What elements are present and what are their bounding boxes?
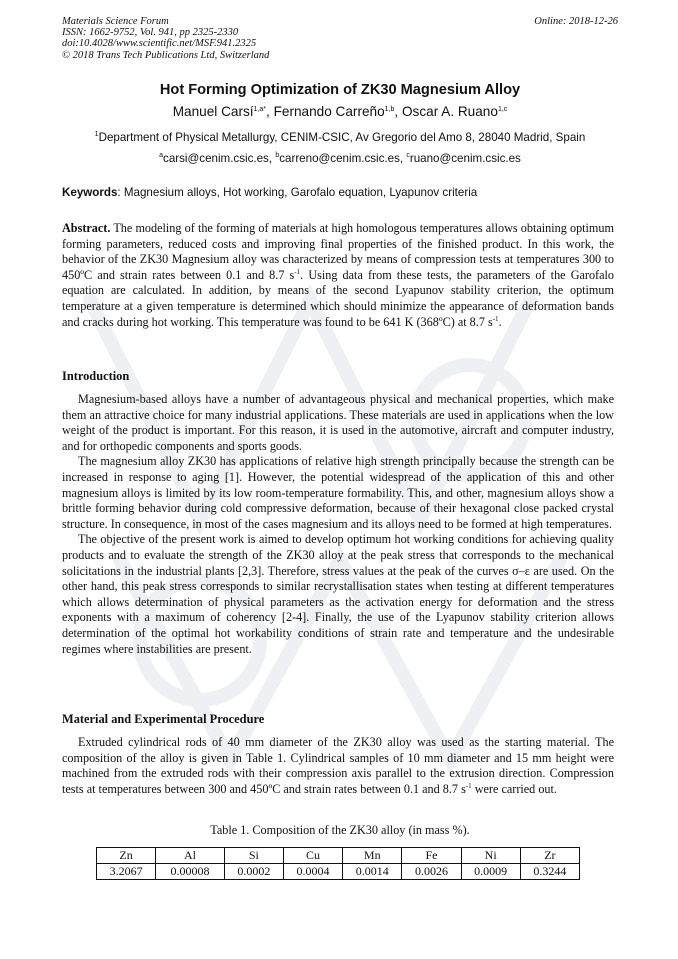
paragraph: The objective of the present work is aimed to develop optimum hot working conditions for achieving quality products and to evaluate the strength of the ZK30 alloy at the peak stress that corresponds to the mechanical solicitations in the industrial plants [2,3]. Therefore, stress values at the peak of the curves σ–ε are used. On the other hand, this peak stress corresponds to similar recrystallisation states when testing at different temperatures which allows determination of physical parameters as the activation energy for deformation and the stress exponents with a maximum of coherency [2-4]. Finally, the use of the Lyapunov stability criterion allows determination of the optimal hot workability conditions of strain rate and temperature and the undesirable regimes where instabilities are present. (62, 532, 614, 656)
journal-issn: ISSN: 1662-9752, Vol. 941, pp 2325-2330 (62, 27, 239, 39)
email-sup: c (406, 152, 410, 159)
abstract: Abstract. The modeling of the forming of materials at high homologous temperatures allows obtaining optimum forming parameters, reduced costs and improving final properties of the finished product. In this work, the behavior of the ZK30 Magnesium alloy was characterized by means of compression tests at temperatures 300 to 450ºC and strain rates between 0.1 and 8.7 $s^{-1}$. Using data from these tests, the parameters of the Garofalo equation are calculated. In addition, by means of the second Lyapunov stability criterion, the optimum temperature at a given temperature is determined which should minimize the appearance of deformation bands and cracks during hot working. This temperature was found to be 641 K (368ºC) at 8.7 $s^{-1}$. (62, 221, 615, 329)
author-sup: 1,a* (253, 106, 267, 113)
online-date: Online: 2018-12-26 (534, 16, 618, 27)
table-cell: 0.3244 (520, 864, 579, 880)
table-header-cell: Fe (402, 848, 461, 864)
journal-copyright: © 2018 Trans Tech Publications Ltd, Switzerland (62, 49, 270, 61)
table-header-cell: Ni (461, 848, 520, 864)
author-name: Fernando Carreño (273, 104, 385, 119)
abstract-text: The modeling of the forming of materials at high homologous temperatures allows obtaining optimum forming parameters, reduced costs and improving final properties of the finished product. In this work, the behavior of the ZK30 Magnesium alloy was characterized by means of compression tests at temperatures 300 to 450ºC and strain rates between 0.1 and 8.7 s (62, 221, 614, 282)
paper-title: Hot Forming Optimization of ZK30 Magnesium Alloy (159, 82, 521, 98)
email-list: $^a$carsi@cenim.csic.es, $^b$carreno@cenim.csic.es, $^c$ruano@cenim.csic.es (159, 152, 521, 165)
author-name: Manuel Carsí (172, 104, 254, 119)
table-header-cell: Mn (343, 848, 402, 864)
keywords (62, 186, 618, 199)
table-cell: 0.0026 (402, 864, 461, 880)
author-sup: 1,b (384, 106, 395, 113)
email-sup: b (275, 152, 280, 159)
affiliation-sup: 1 (94, 131, 99, 138)
table-header-cell: Zn (97, 848, 156, 864)
author-sup: 1,c (497, 106, 508, 113)
abstract-label: Abstract. (62, 221, 111, 235)
paragraph: Magnesium-based alloys have a number of advantageous physical and mechanical properties, which make them an attractive choice for many industrial applications. These materials are used in applications when the low weight of the product is important. For this reason, it is used in the automotive, aircraft and computer industry, and for orthopedic components and sports goods. (62, 392, 614, 453)
journal-name: Materials Science Forum (62, 16, 169, 27)
affiliation (62, 131, 618, 144)
keywords-label: Keywords (62, 186, 118, 199)
keywords-text: : Magnesium alloys, Hot working, Garofalo equation, Lyapunov criteria (117, 186, 478, 199)
author-name: Oscar A. Ruano (401, 104, 498, 119)
table-header-cell: Al (156, 848, 225, 864)
table-row (97, 864, 580, 880)
materials-body (62, 735, 614, 797)
introduction-heading: Introduction (62, 369, 130, 383)
table-header-cell: Cu (283, 848, 342, 864)
composition-table (96, 847, 580, 880)
email-link[interactable]: carsi@cenim.csic.es (163, 152, 269, 165)
materials-heading: Material and Experimental Procedure (62, 712, 265, 726)
table-caption: Table 1. Composition of the ZK30 alloy (in mass %). (210, 823, 470, 837)
journal-doi: doi:10.4028/www.scientific.net/MSF.941.2325 (62, 38, 257, 50)
email-link[interactable]: carreno@cenim.csic.es (279, 152, 400, 165)
paragraph: The magnesium alloy ZK30 has applications of relative high strength principally because the strength can be increased in response to aging [1]. However, the potential widespread of the application of this and other magnesium alloys is limited by its low room-temperature formability. This, and other, magnesium alloys show a brittle forming behavior during cold compressive deformation, because of their hexagonal close packed crystal structure. In consequence, in most of the cases magnesium and its alloys need to be formed at high temperatures. (62, 454, 614, 531)
table-cell: 0.00008 (156, 864, 225, 880)
paragraph: Extruded cylindrical rods of 40 mm diameter of the ZK30 alloy was used as the starting material. The composition of the alloy is given in Table 1. Cylindrical samples of 10 mm diameter and 15 mm height were machined from the extruded rods with their compression axis parallel to the extrusion direction. Compression tests at temperatures between 300 and 450ºC and strain rates between 0.1 and 8.7 $s^{-1}$ were carried out. (62, 735, 614, 796)
table-header-row (97, 848, 580, 864)
author-list: Manuel Carsí$^{1,a*}$, Fernando Carreño$^{1,b}$, Oscar A. Ruano$^{1,c}$ (172, 104, 508, 119)
introduction-body (62, 392, 614, 657)
table-cell: 0.0004 (283, 864, 342, 880)
table-cell: 0.0002 (224, 864, 283, 880)
email-link[interactable]: ruano@cenim.csic.es (409, 152, 521, 165)
table-header-cell: Si (224, 848, 283, 864)
table-header-cell: Zr (520, 848, 579, 864)
affiliation-text: Department of Physical Metallurgy, CENIM-CSIC, Av Gregorio del Amo 8, 28040 Madrid, Spain (98, 131, 586, 144)
table-cell: 3.2067 (97, 864, 156, 880)
journal-header (62, 16, 618, 61)
table-cell: 0.0014 (343, 864, 402, 880)
email-sup: a (159, 152, 164, 159)
table-cell: 0.0009 (461, 864, 520, 880)
